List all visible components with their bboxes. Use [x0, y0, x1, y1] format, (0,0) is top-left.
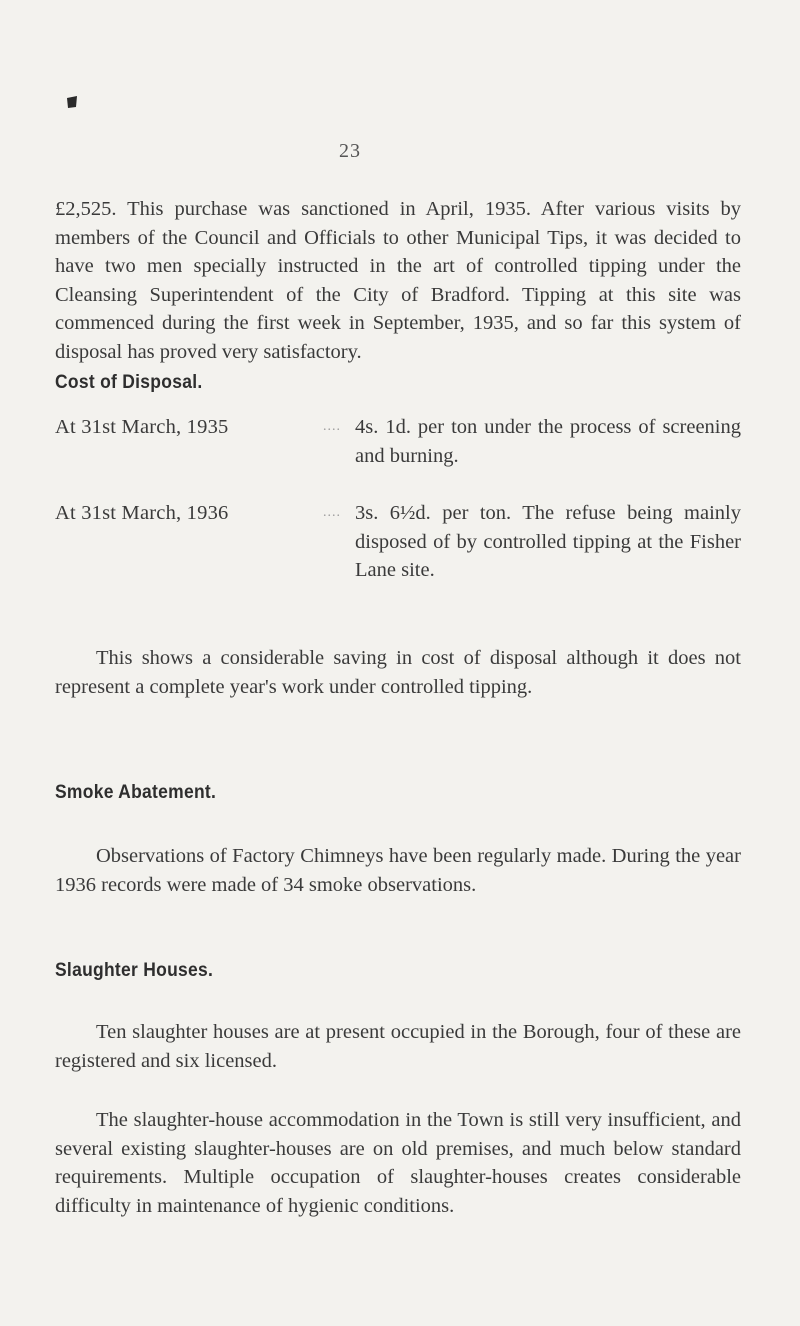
cost-of-disposal-heading: Cost of Disposal. — [55, 372, 203, 393]
cost-description: 4s. 1d. per ton under the process of screening and burning. — [355, 416, 741, 467]
cost-date: At 31st March, 1935 — [55, 416, 229, 438]
document-page — [55, 0, 745, 1326]
smoke-abatement-paragraph: Observations of Factory Chimneys have been regularly made. During the year 1936 records were made of 34 smoke observations. — [55, 845, 741, 896]
page-number: 23 — [339, 140, 361, 162]
cost-date: At 31st March, 1936 — [55, 502, 229, 524]
intro-paragraph: £2,525. This purchase was sanctioned in April, 1935. After various visits by members of the Council and Officials to other Municipal Tips, it was decided to have two men specially instructed in the art of controlled tipping under the Cleansing Superintendent of the City of Bradford. Tipping at this site was commenced during the first week in September, 1935, and so far this system of disposal has proved very satisfactory. — [55, 198, 741, 363]
slaughter-houses-paragraph-1: Ten slaughter houses are at present occupied in the Borough, four of these are registered and six licensed. — [55, 1021, 741, 1072]
cost-description: 3s. 6½d. per ton. The refuse being mainly disposed of by controlled tipping at the Fisher Lane site. — [355, 502, 741, 581]
cost-summary-paragraph: This shows a considerable saving in cost of disposal although it does not represent a complete year's work under controlled tipping. — [55, 647, 741, 698]
leader-dots: .... — [323, 505, 341, 520]
slaughter-houses-paragraph-2: The slaughter-house accommodation in the Town is still very insufficient, and several existing slaughter-houses are on old premises, and much below standard requirements. Multiple occupation of slaughter-houses creates considerable difficulty in maintenance of hygienic conditions. — [55, 1109, 741, 1217]
leader-dots: .... — [323, 419, 341, 434]
slaughter-houses-heading: Slaughter Houses. — [55, 960, 214, 981]
smoke-abatement-heading: Smoke Abatement. — [55, 782, 217, 803]
